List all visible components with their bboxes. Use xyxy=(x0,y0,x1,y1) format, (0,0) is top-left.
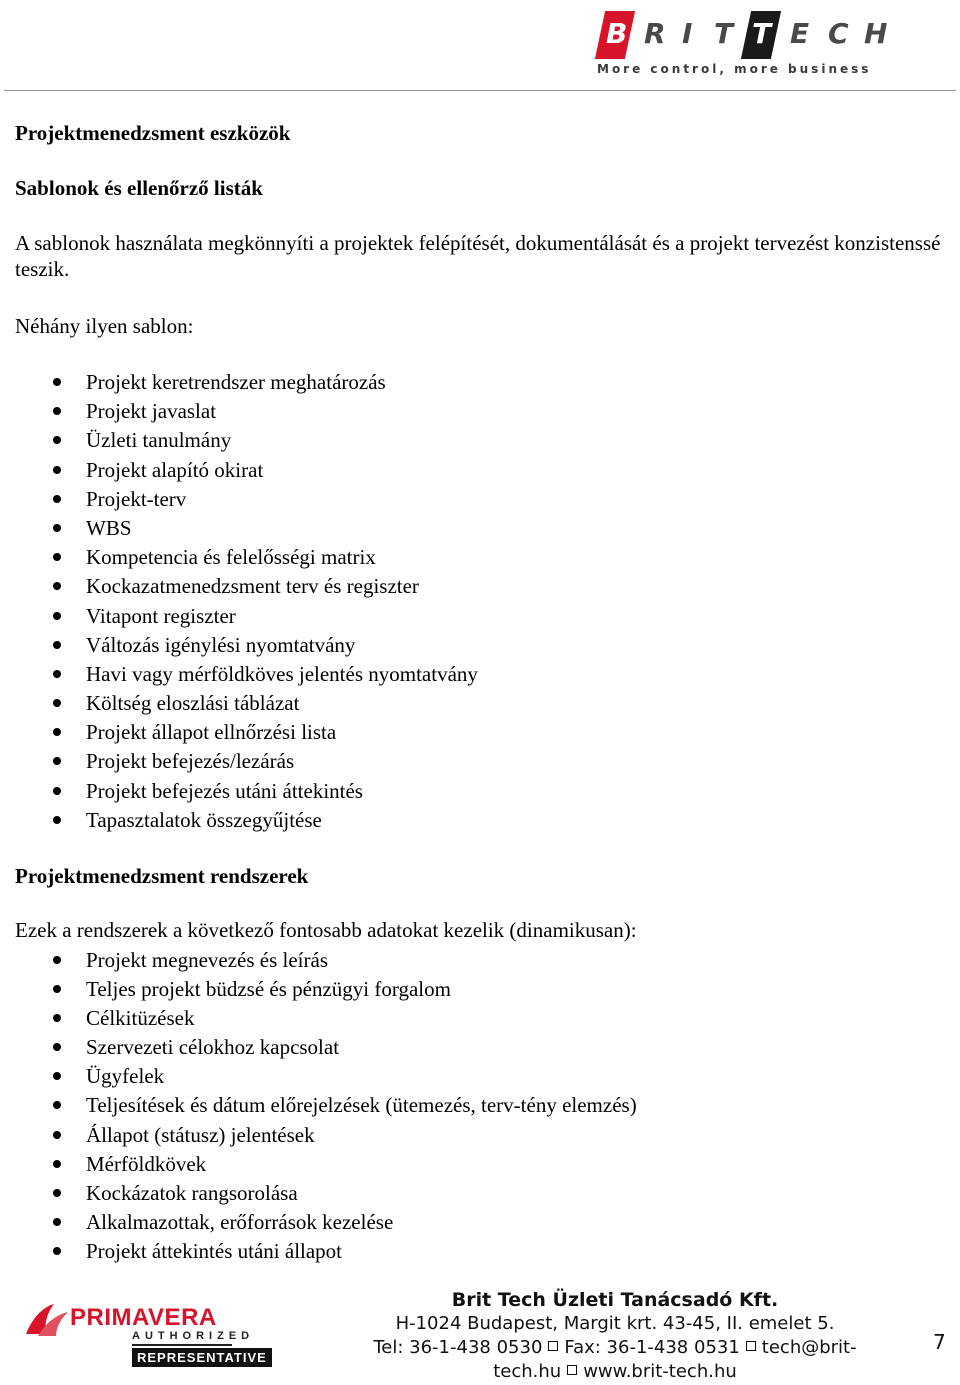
bullet-icon xyxy=(53,757,61,765)
logo-letter: C xyxy=(828,17,849,50)
company-name: Brit Tech Üzleti Tanácsadó Kft. xyxy=(451,1289,779,1311)
bullet-icon xyxy=(53,378,61,386)
contact-line-web xyxy=(320,1360,910,1384)
section-heading-systems: Projektmenedzsment rendszerek xyxy=(15,864,309,888)
bullet-icon xyxy=(53,1160,61,1168)
intro-paragraph: A sablonok használata megkönnyíti a projektek felépítését, dokumentálását és a projekt tervezést konzistenssé teszik. xyxy=(15,231,941,281)
bullet-icon xyxy=(53,956,61,964)
logo-letter: T xyxy=(752,17,772,50)
bullet-icon xyxy=(53,582,61,590)
bullet-icon xyxy=(53,1043,61,1051)
section-heading-templates: Sablonok és ellenőrző listák xyxy=(15,176,263,200)
bullet-icon xyxy=(53,1131,61,1139)
logo-letter: B xyxy=(606,17,628,50)
bullet-icon xyxy=(53,524,61,532)
britttech-logo xyxy=(594,8,894,80)
logo-wordmark xyxy=(594,17,894,57)
logo-letter: T xyxy=(714,17,734,50)
bullet-icon xyxy=(53,1247,61,1255)
primavera-logo xyxy=(20,1292,300,1372)
partner-representative: REPRESENTATIVE xyxy=(132,1348,272,1367)
logo-letter: I xyxy=(682,17,693,50)
partner-divider xyxy=(132,1344,232,1346)
bullet-icon xyxy=(53,407,61,415)
logo-tagline: More control, more business xyxy=(597,62,872,76)
separator-square-icon xyxy=(746,1341,756,1351)
bullet-icon xyxy=(53,641,61,649)
bullet-icon xyxy=(53,787,61,795)
footer-contact xyxy=(320,1288,910,1384)
bullet-icon xyxy=(53,436,61,444)
bullet-icon xyxy=(53,1014,61,1022)
page-title: Projektmenedzsment eszközök xyxy=(15,121,291,145)
bullet-icon xyxy=(53,495,61,503)
logo-letter: R xyxy=(644,17,666,50)
fax-number: Fax: 36-1-438 0531 xyxy=(564,1337,740,1358)
page-number: 7 xyxy=(933,1330,946,1354)
email-part-1: tech@brit- xyxy=(761,1337,857,1358)
systems-intro: Ezek a rendszerek a következő fontosabb adatokat kezelik (dinamikusan): xyxy=(15,918,637,942)
bullet-icon xyxy=(53,816,61,824)
partner-name: PRIMAVERA xyxy=(70,1304,217,1331)
bullet-icon xyxy=(53,699,61,707)
company-address: H-1024 Budapest, Margit krt. 43-45, II. emelet 5. xyxy=(395,1313,835,1334)
separator-square-icon xyxy=(548,1341,558,1351)
bullet-icon xyxy=(53,985,61,993)
separator-square-icon xyxy=(567,1365,577,1375)
website-link: www.brit-tech.hu xyxy=(583,1361,737,1382)
page-header xyxy=(0,0,960,92)
bullet-icon xyxy=(53,466,61,474)
phone-number: Tel: 36-1-438 0530 xyxy=(373,1337,543,1358)
bullet-icon xyxy=(53,1218,61,1226)
bullet-icon xyxy=(53,1072,61,1080)
bullet-icon xyxy=(53,728,61,736)
logo-letter: E xyxy=(790,17,810,50)
bullet-icon xyxy=(53,612,61,620)
primavera-swoosh-icon xyxy=(24,1300,70,1340)
email-part-2: tech.hu xyxy=(493,1361,562,1382)
logo-letter: H xyxy=(864,17,888,50)
bullet-icon xyxy=(53,553,61,561)
contact-line-phone xyxy=(320,1336,910,1360)
bullet-icon xyxy=(53,670,61,678)
templates-intro: Néhány ilyen sablon: xyxy=(15,314,194,338)
bullet-icon xyxy=(53,1189,61,1197)
bullet-icon xyxy=(53,1101,61,1109)
partner-authorized: AUTHORIZED xyxy=(132,1330,255,1342)
header-divider xyxy=(4,90,956,91)
